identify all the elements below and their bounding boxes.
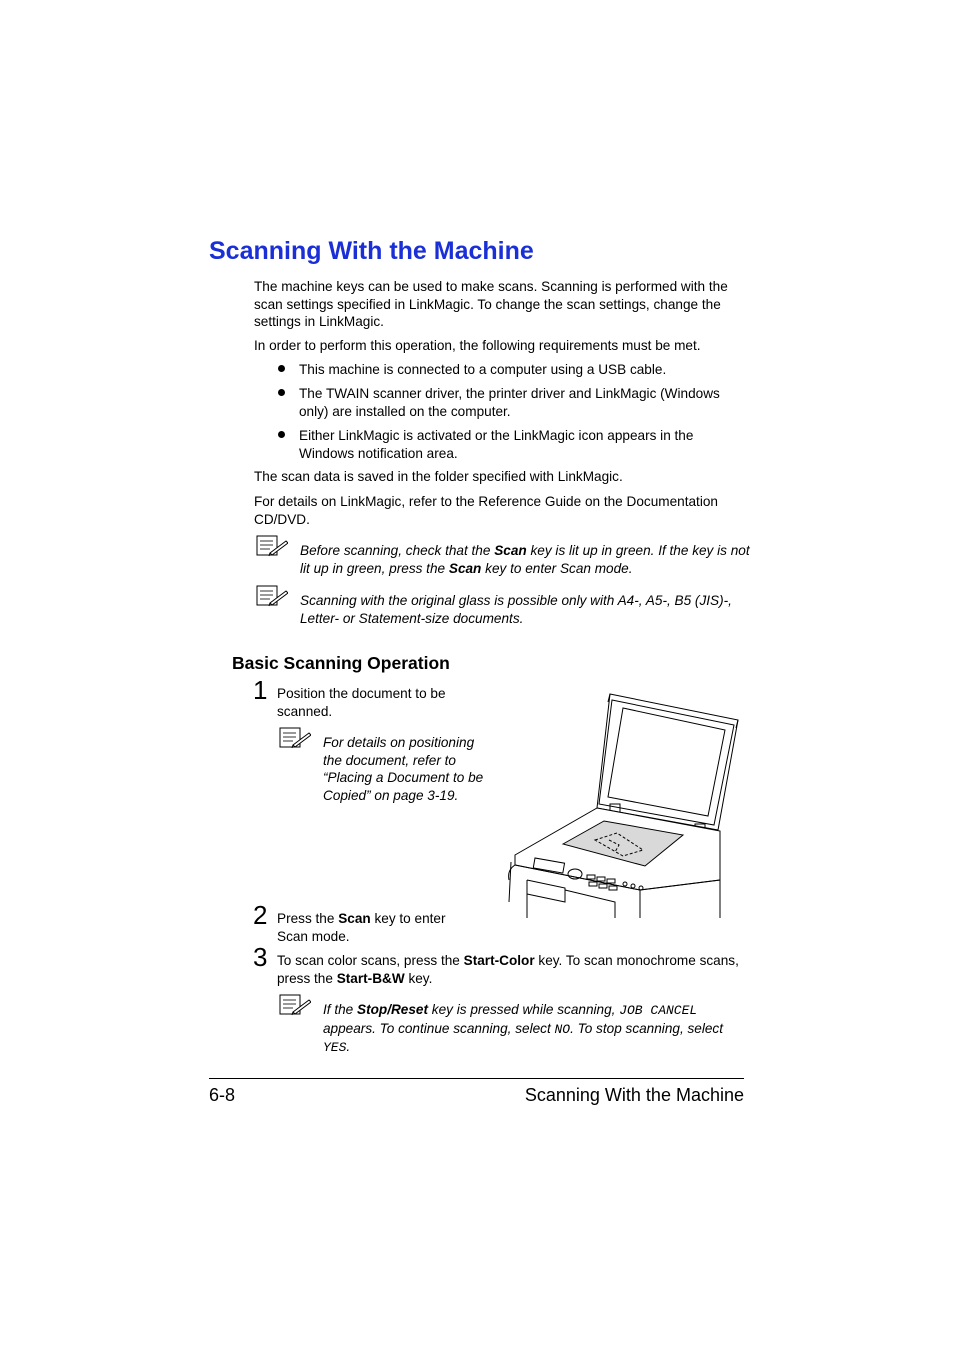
running-title: Scanning With the Machine — [524, 1085, 744, 1105]
bullet-icon — [278, 365, 285, 372]
note-glass-sizes: Scanning with the original glass is possible only with A4-, A5-, B5 (JIS)-, Letter- or Statement-size documents. — [300, 593, 732, 626]
intro-paragraph-2: In order to perform this operation, the following requirements must be met. — [254, 338, 701, 353]
page-number: 6-8 — [209, 1085, 236, 1105]
step-number: 1 — [253, 675, 268, 705]
bullet-icon — [278, 389, 285, 396]
requirement-item: This machine is connected to a computer using a USB cable. — [299, 362, 667, 377]
intro-paragraph-3: The scan data is saved in the folder specified with LinkMagic. — [254, 469, 623, 484]
note-positioning: For details on positioning the document, refer to “Placing a Document to be Copied” on page 3-19. — [323, 735, 484, 803]
note-scan-key: Before scanning, check that the Scan key is lit up in green. If the key is not lit up in green, press the Scan key to enter Scan mode. — [300, 543, 750, 576]
intro-paragraph-1: The machine keys can be used to make scans. Scanning is performed with the scan settings specified in LinkMagic. To change the scan settings, change the settings in LinkMagic. — [254, 279, 728, 330]
note-pencil-icon — [256, 585, 288, 607]
note-stop-reset: If the Stop/Reset key is pressed while scanning, JOB CANCEL appears. To continue scanning, select NO. To stop scanning, select YES. — [323, 1002, 724, 1056]
note-pencil-icon — [256, 535, 288, 557]
step-number: 3 — [253, 942, 268, 972]
requirement-item: The TWAIN scanner driver, the printer driver and LinkMagic (Windows only) are installed on the computer. — [299, 386, 720, 419]
note-pencil-icon — [279, 727, 311, 749]
intro-paragraph-4: For details on LinkMagic, refer to the Reference Guide on the Documentation CD/DVD. — [254, 494, 718, 527]
step-text: To scan color scans, press the Start-Color key. To scan monochrome scans, press the Start-B&W key. — [277, 953, 739, 986]
scanner-illustration — [505, 690, 750, 918]
page-title: Scanning With the Machine — [209, 237, 534, 265]
bullet-icon — [278, 431, 285, 438]
section-heading: Basic Scanning Operation — [232, 653, 450, 673]
step-text: Press the Scan key to enter Scan mode. — [277, 911, 446, 944]
footer-rule — [209, 1078, 744, 1079]
note-pencil-icon — [279, 994, 311, 1016]
step-text: Position the document to be scanned. — [277, 686, 446, 719]
step-number: 2 — [253, 900, 268, 930]
requirement-item: Either LinkMagic is activated or the LinkMagic icon appears in the Windows notification area. — [299, 428, 694, 461]
